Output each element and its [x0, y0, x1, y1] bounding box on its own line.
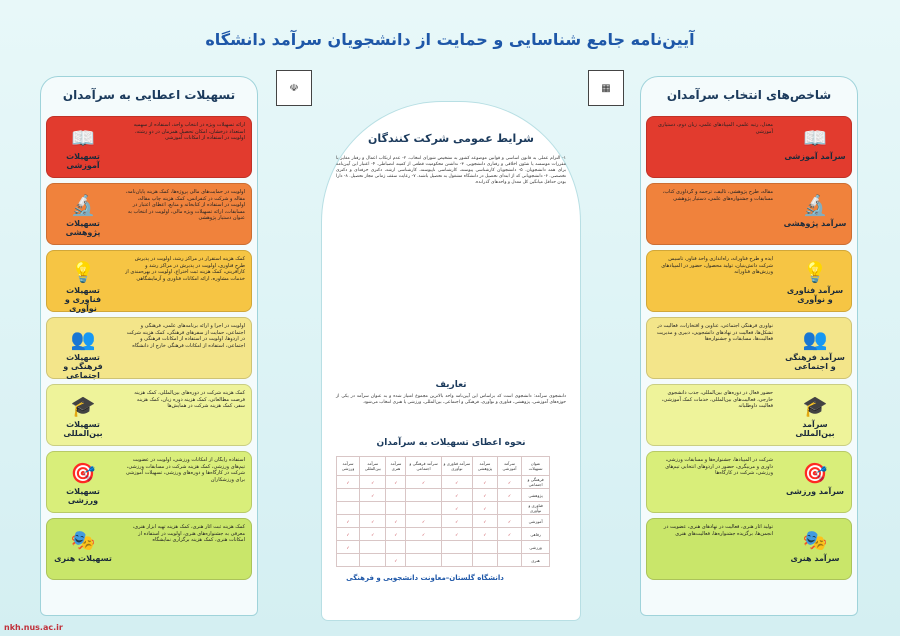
category-label-text: تسهیلات ورزشی — [66, 487, 100, 505]
category-items: کمک هزینه ثبت آثار هنری، کمک هزینه تهیه ابزار هنری، معرفی به جشنواره‌های هنری، اولویت در استفاده از امکانات هنری، کمک هزینه برگزاری نمایشگاه — [132, 524, 245, 544]
people-icon: 👥 — [70, 327, 96, 351]
target-icon: 🎯 — [70, 461, 96, 485]
microscope-icon: 🔬 — [802, 193, 828, 217]
category-label — [783, 257, 847, 305]
bulb-icon: 💡 — [802, 260, 828, 284]
definitions-text: دانشجوی سرآمد: دانشجوی است که براساس این آیین‌نامه واحد بالاترین مجموع امتیاز شده و به عنوان سرآمد در یکی از حوزه‌های آموزشی، پژوهشی، فناوری و نوآوری، فرهنگی و اجتماعی، بین‌المللی، ورزشی یا هنری انتخاب می‌شود. — [336, 394, 566, 405]
category-row — [46, 317, 252, 379]
category-label-text: تسهیلات فرهنگی و اجتماعی — [63, 353, 103, 380]
category-row — [646, 183, 852, 245]
table-header-cell: سرآمد فناوری و نوآوری — [441, 457, 472, 476]
category-row — [46, 451, 252, 513]
table-header-cell: سرآمد آموزشی — [497, 457, 521, 476]
check-icon: ✓ — [360, 515, 386, 528]
category-items: تولید آثار هنری، فعالیت در نهادهای هنری، عضویت در انجمن‌ها، برگزیده جشنواره‌ها، فعالیت‌های هنری — [663, 524, 773, 537]
table-row-label: فناوری و نوآوری — [522, 502, 550, 515]
category-items: مقاله، طرح پژوهشی، تالیف، ترجمه و گردآوری کتاب، مسابقات و جشنواره‌های علمی، دستیار پژوهشی — [662, 189, 773, 202]
table-heading: نحوه اعطای تسهیلات به سرآمدان — [376, 438, 526, 448]
left-column — [40, 76, 258, 616]
category-row — [646, 451, 852, 513]
check-icon: ✓ — [473, 476, 498, 489]
graduate-icon: 🎓 — [802, 394, 828, 418]
book-icon: 📖 — [70, 126, 96, 150]
check-icon: ✓ — [406, 528, 441, 541]
category-items: اولویت در اجرا و ارائه برنامه‌های علمی، فرهنگی و اجتماعی، حمایت از سفرهای فرهنگی، کمک هزینه شرکت در اردوها، اولویت در استفاده از امکانات فرهنگی و اجتماعی، استفاده از امکانات فرهنگی خارج از دانشگاه — [126, 323, 245, 349]
target-icon: 🎯 — [802, 461, 828, 485]
category-items: معدل، رتبه علمی، المپیادهای علمی، زبان دوم، دستیاری آموزشی — [658, 122, 773, 135]
check-icon: ✓ — [386, 554, 406, 567]
check-icon: ✓ — [497, 476, 521, 489]
category-label-text: تسهیلات هنری — [54, 554, 112, 563]
check-icon: ✓ — [497, 515, 521, 528]
page-title: آیین‌نامه جامع شناسایی و حمایت از دانشجویان سرآمد دانشگاه — [205, 30, 695, 49]
check-icon: ✓ — [337, 476, 360, 489]
table-row — [337, 502, 550, 515]
emblem-logo: ☫ — [276, 70, 312, 106]
facilities-table — [336, 456, 550, 567]
category-label-text: تسهیلات فناوری و نوآوری — [64, 286, 102, 313]
empty-cell — [337, 502, 360, 515]
check-icon: ✓ — [441, 476, 472, 489]
check-icon: ✓ — [497, 528, 521, 541]
category-items: ایده و طرح فناورانه، راه‌اندازی واحد فناور، تاسیس شرکت دانش‌بنیان، تولید محصول، حضور در المپیادهای ورزش‌های فناورانه — [661, 256, 773, 276]
check-icon: ✓ — [441, 528, 472, 541]
table-header-cell: سرآمد پژوهشی — [473, 457, 498, 476]
empty-cell — [386, 541, 406, 554]
category-label — [783, 123, 847, 171]
empty-cell — [360, 541, 386, 554]
table-row-label: رفاهی — [522, 528, 550, 541]
masks-icon: 🎭 — [70, 528, 96, 552]
empty-cell — [406, 541, 441, 554]
category-label-text: سرآمد فناوری و نوآوری — [786, 286, 844, 304]
category-row — [46, 384, 252, 446]
table-row — [337, 528, 550, 541]
check-icon: ✓ — [360, 528, 386, 541]
category-row — [46, 518, 252, 580]
microscope-icon: 🔬 — [70, 193, 96, 217]
category-row — [46, 250, 252, 312]
category-row — [646, 518, 852, 580]
check-icon: ✓ — [360, 476, 386, 489]
table-row-label: آموزشی — [522, 515, 550, 528]
left-column-heading: تسهیلات اعطایی به سرآمدان — [62, 88, 236, 102]
empty-cell — [406, 554, 441, 567]
category-label — [783, 324, 847, 372]
category-label — [51, 391, 115, 439]
category-label-text: تسهیلات پژوهشی — [65, 219, 101, 237]
empty-cell — [473, 554, 498, 567]
category-label — [783, 391, 847, 439]
category-items: استفاده رایگان از امکانات ورزشی، اولویت در عضویت تیم‌های ورزشی، کمک هزینه شرکت در مسابقات ورزشی، شرکت در کارگاه‌ها و دوره‌های ورزشی، تسهیلات آموزشی برای ورزشکاران — [125, 457, 245, 483]
table-header-cell: سرآمد فرهنگی و اجتماعی — [406, 457, 441, 476]
category-items: ارائه تسهیلات ویژه در انتخاب واحد، استفاده از سهمیه استعداد درخشان، امکان تحصیل همزمان در دو رشته، اولویت در استفاده از امکانات آموزشی — [133, 122, 245, 142]
center-panel — [322, 102, 580, 620]
category-label-text: سرآمد آموزشی — [784, 152, 846, 161]
empty-cell — [360, 554, 386, 567]
check-icon: ✓ — [386, 515, 406, 528]
category-items: کمک هزینه شرکت در دوره‌های بین‌المللی، کمک هزینه فرصت مطالعاتی، کمک هزینه دوره زبان، کمک هزینه سفر، کمک هزینه شرکت در همایش‌ها — [134, 390, 245, 410]
category-row — [646, 317, 852, 379]
right-column-heading: شاخص‌های انتخاب سرآمدان — [666, 88, 832, 102]
right-column — [640, 76, 858, 616]
category-row — [46, 183, 252, 245]
category-items: اولویت در حمایت‌های مالی پروژه‌ها، کمک هزینه پایان‌نامه، مقاله و شرکت در کنفرانس، کمک هزینه چاپ مقاله، اولویت در استفاده از کتابخانه و منابع، اعطای اعتبار در مسابقات، ارائه تسهیلات ویژه مالی، اولویت در انتخاب به عنوان دستیار پژوهشی — [125, 189, 245, 222]
category-label-text: سرآمد هنری — [790, 554, 840, 563]
category-row — [646, 384, 852, 446]
table-header-cell: سرآمد ورزشی — [337, 457, 360, 476]
check-icon: ✓ — [473, 515, 498, 528]
category-label — [783, 458, 847, 506]
table-row — [337, 541, 550, 554]
check-icon: ✓ — [497, 489, 521, 502]
category-label-text: تسهیلات آموزشی — [66, 152, 100, 170]
bulb-icon: 💡 — [70, 260, 96, 284]
check-icon: ✓ — [337, 528, 360, 541]
check-icon: ✓ — [337, 541, 360, 554]
category-label — [51, 458, 115, 506]
check-icon: ✓ — [473, 502, 498, 515]
empty-cell — [497, 502, 521, 515]
category-label-text: سرآمد فرهنگی و اجتماعی — [785, 353, 845, 371]
check-icon: ✓ — [441, 515, 472, 528]
empty-cell — [406, 502, 441, 515]
table-row — [337, 489, 550, 502]
table-row — [337, 554, 550, 567]
table-row-label: هنری — [522, 554, 550, 567]
check-icon: ✓ — [406, 515, 441, 528]
check-icon: ✓ — [473, 528, 498, 541]
footer-url: nkh.nus.ac.ir — [4, 623, 63, 632]
table-row-label: فرهنگی و اجتماعی — [522, 476, 550, 489]
check-icon: ✓ — [360, 489, 386, 502]
category-items: نوآوری فرهنگی اجتماعی، عناوین و افتخارات، فعالیت در تشکل‌ها، فعالیت در نهادهای دانشجویی، دبیری و مدیریت فعالیت‌ها، مسابقات و جشنواره‌ها — [656, 323, 773, 343]
category-label — [51, 257, 115, 313]
empty-cell — [406, 489, 441, 502]
empty-cell — [441, 541, 472, 554]
table-row — [337, 476, 550, 489]
masks-icon: 🎭 — [802, 528, 828, 552]
university-name: دانشگاه گلستان–معاونت دانشجویی و فرهنگی — [346, 574, 504, 582]
category-row — [646, 116, 852, 178]
check-icon: ✓ — [386, 528, 406, 541]
check-icon: ✓ — [473, 489, 498, 502]
category-items: حضور فعال در دوره‌های بین‌المللی، جذب دانشجوی خارجی، فعالیت‌های بین‌المللی، خدمات کمک آموزشی، فعالیت داوطلبانه — [661, 390, 773, 410]
book-icon: 📖 — [802, 126, 828, 150]
empty-cell — [386, 489, 406, 502]
empty-cell — [497, 554, 521, 567]
empty-cell — [337, 489, 360, 502]
check-icon: ✓ — [441, 489, 472, 502]
university-logo: ▦ — [588, 70, 624, 106]
category-label — [51, 324, 115, 380]
category-label-text: سرآمد پژوهشی — [783, 219, 847, 228]
people-icon: 👥 — [802, 327, 828, 351]
table-row-label: ورزشی — [522, 541, 550, 554]
check-icon: ✓ — [406, 476, 441, 489]
table-row — [337, 515, 550, 528]
table-row-label: پژوهشی — [522, 489, 550, 502]
category-label — [51, 525, 115, 573]
table-header-cell: سرآمد هنری — [386, 457, 406, 476]
conditions-text: ۱- التزام عملی به قانون اساسی و قوانین موضوعه کشور به تشخیص شورای انتخاب. ۲- عدم ارتکاب اعمال و رفتار مغایر با مقررات موسسه یا شئون اخلاقی و رفتاری دانشجویی. ۳- نداشتن محکومیت قطعی از کمیته انضباطی. ۴- اعتبار این آیین‌نامه برای همه دانشجویان. ۵- دانشجویان کارشناسی پیوسته، کارشناسی ناپیوسته، کارشناسی ارشد، دکتری حرفه‌ای و دکتری تخصصی. ۶- دانشجویانی که از ابتدای تحصیل در دانشگاه مشغول به تحصیل باشند. ۷- رعایت سقف زمانی مجاز تحصیل. ۸- دارا بودن حداقل میانگین کل معدل و واحدهای گذرانده. — [336, 156, 567, 185]
empty-cell — [386, 502, 406, 515]
category-row — [46, 116, 252, 178]
category-items: کمک هزینه استقرار در مراکز رشد، اولویت در پذیرش طرح فناوری، اولویت در پذیرش در مراکز رشد و کارآفرینی، کمک هزینه ثبت اختراع، اولویت در بهره‌مندی از خدمات مشاوره، ارائه امکانات فناوری و آزمایشگاهی — [125, 256, 245, 282]
check-icon: ✓ — [337, 515, 360, 528]
empty-cell — [497, 541, 521, 554]
conditions-heading: شرایط عمومی شرکت کنندگان — [368, 132, 534, 145]
check-icon: ✓ — [386, 476, 406, 489]
table-header-cell: عنوان تسهیلات — [522, 457, 550, 476]
table-header-cell: سرآمد بین‌المللی — [360, 457, 386, 476]
check-icon: ✓ — [441, 502, 472, 515]
empty-cell — [473, 541, 498, 554]
empty-cell — [337, 554, 360, 567]
category-label-text: تسهیلات بین‌المللی — [63, 420, 103, 438]
category-label-text: سرآمد بین‌المللی — [795, 420, 835, 438]
category-row — [646, 250, 852, 312]
category-label — [51, 190, 115, 238]
category-label-text: سرآمد ورزشی — [785, 487, 845, 496]
category-label — [51, 123, 115, 171]
category-label — [783, 525, 847, 573]
definitions-heading: تعاریف — [435, 380, 467, 390]
graduate-icon: 🎓 — [70, 394, 96, 418]
category-items: شرکت در المپیادها، جشنواره‌ها و مسابقات ورزشی، داوری و مربیگری، حضور در اردوهای انتخابی تیم‌های ورزشی، شرکت در کارگاه‌ها — [665, 457, 773, 477]
empty-cell — [441, 554, 472, 567]
empty-cell — [360, 502, 386, 515]
category-label — [783, 190, 847, 238]
